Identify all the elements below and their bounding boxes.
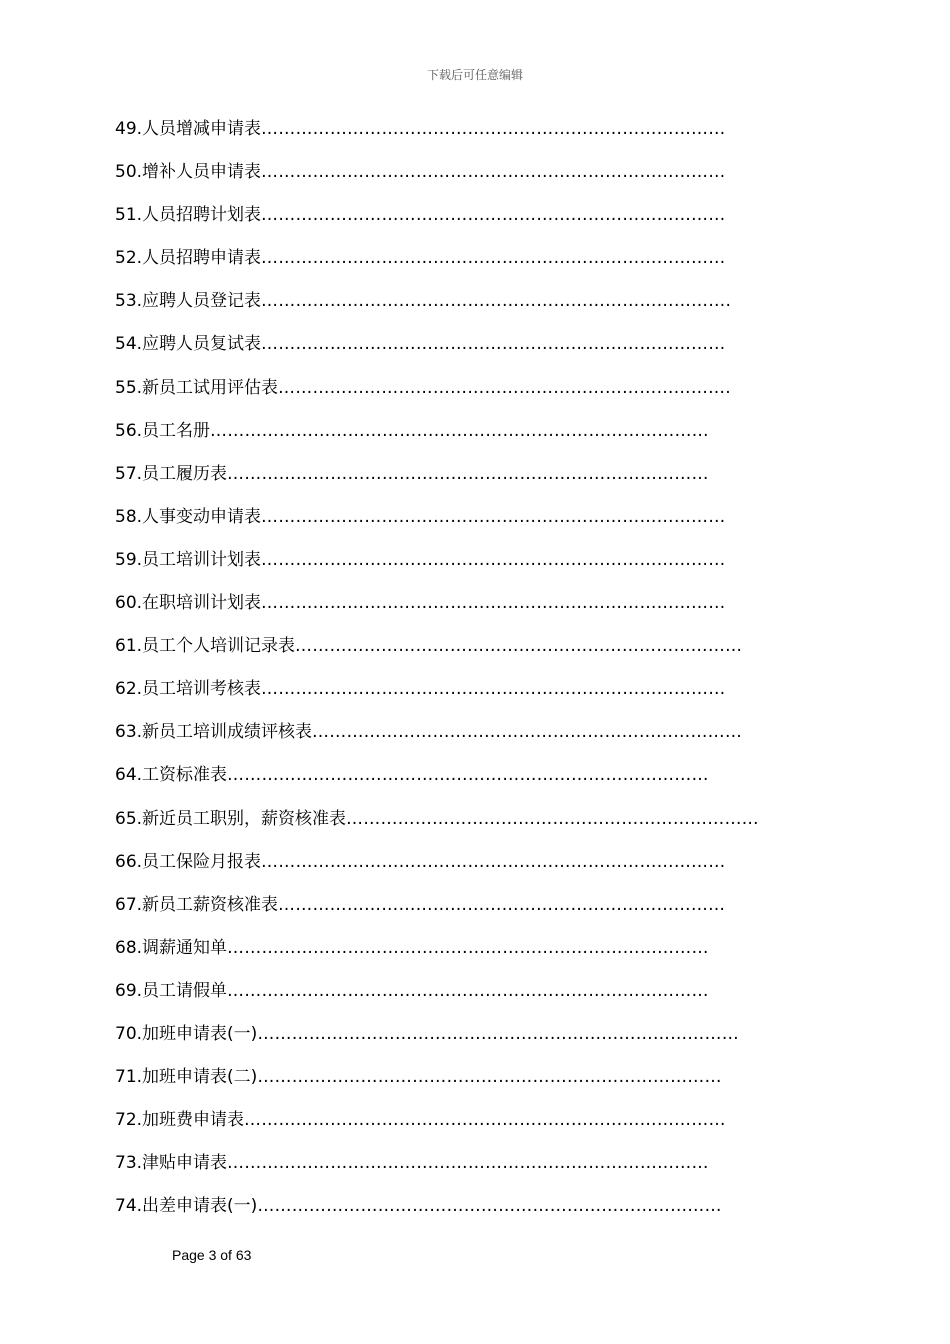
toc-entry[interactable] <box>115 1060 835 1103</box>
toc-entry-title: 57.员工履历表 <box>115 463 228 484</box>
toc-entry[interactable] <box>115 845 835 888</box>
toc-entry-title: 58.人事变动申请表 <box>115 506 262 527</box>
toc-leader-dots: ………………………………………………………………………. <box>261 291 732 312</box>
toc-entry-title: 60.在职培训计划表 <box>115 593 262 614</box>
toc-entry-title: 72.加班费申请表 <box>115 1110 245 1131</box>
toc-leader-dots: ……………………………………………………………………… <box>261 549 726 570</box>
toc-leader-dots: ……………………………………………………………………… <box>261 119 726 139</box>
toc-leader-dots: …………………………………………………………………… <box>278 894 726 915</box>
table-of-contents <box>115 112 835 1232</box>
toc-entry[interactable] <box>115 629 835 672</box>
toc-entry[interactable] <box>115 284 835 327</box>
toc-entry-title: 51.人员招聘计划表 <box>115 205 262 226</box>
toc-leader-dots: ………………………………………………………………………… <box>257 1023 739 1044</box>
toc-entry-title: 71.加班申请表(二) <box>115 1067 258 1088</box>
toc-entry-title: 67.新员工薪资核准表 <box>115 894 279 915</box>
toc-leader-dots: ……………………………………………………………………… <box>261 851 726 872</box>
toc-entry[interactable] <box>115 1103 835 1146</box>
toc-entry-title: 49.人员增减申请表 <box>115 119 262 139</box>
toc-entry-title: 74.出差申请表(一) <box>115 1196 258 1217</box>
toc-entry[interactable] <box>115 1146 835 1189</box>
toc-entry[interactable] <box>115 198 835 241</box>
toc-leader-dots: ………………………………………………………………………… <box>227 937 709 958</box>
toc-leader-dots: ……………………………………………………………………… <box>261 162 726 183</box>
toc-entry[interactable] <box>115 974 835 1017</box>
toc-leader-dots: ………………………………………………………………………… <box>244 1110 726 1131</box>
toc-entry[interactable] <box>115 672 835 715</box>
toc-entry[interactable] <box>115 327 835 370</box>
toc-entry-title: 59.员工培训计划表 <box>115 549 262 570</box>
toc-entry[interactable] <box>115 414 835 457</box>
toc-leader-dots: ……………………………………………………………………… <box>261 205 726 226</box>
toc-leader-dots: ……………………………………………………………………… <box>257 1067 722 1088</box>
toc-entry[interactable] <box>115 112 835 155</box>
toc-leader-dots: ………………………………………………………………………… <box>227 463 709 484</box>
toc-entry-title: 54.应聘人员复试表 <box>115 334 262 355</box>
toc-leader-dots: ……………………………………………………………………… <box>261 593 726 614</box>
toc-entry-title: 66.员工保险月报表 <box>115 851 262 872</box>
toc-entry-title: 62.员工培训考核表 <box>115 679 262 700</box>
toc-entry[interactable] <box>115 802 835 845</box>
toc-entry-title: 73.津贴申请表 <box>115 1153 228 1174</box>
toc-leader-dots: ……………………………………………………………………… <box>261 334 726 355</box>
toc-entry-title: 63.新员工培训成绩评核表 <box>115 722 313 743</box>
toc-entry-title: 53.应聘人员登记表 <box>115 291 262 312</box>
toc-entry-title: 65.新近员工职别，薪资核准表 <box>115 808 347 829</box>
toc-entry[interactable] <box>115 500 835 543</box>
toc-entry[interactable] <box>115 371 835 414</box>
toc-entry-title: 64.工资标准表 <box>115 765 228 786</box>
toc-leader-dots: ……………………………………………………………………… <box>261 248 726 269</box>
toc-leader-dots: ……………………………………………………………………… <box>257 1196 722 1217</box>
toc-entry[interactable] <box>115 1017 835 1060</box>
toc-entry[interactable] <box>115 241 835 284</box>
toc-leader-dots: ………………………………………………………………… <box>312 722 743 743</box>
toc-entry-title: 50.增补人员申请表 <box>115 162 262 183</box>
toc-leader-dots: ………………………………………………………………………… <box>227 1153 709 1174</box>
toc-entry-title: 68.调薪通知单 <box>115 937 228 958</box>
toc-entry[interactable] <box>115 457 835 500</box>
toc-entry[interactable] <box>115 543 835 586</box>
toc-leader-dots: ……………………………………………………………………… <box>261 506 726 527</box>
toc-entry-title: 56.员工名册 <box>115 420 211 441</box>
toc-entry-title: 69.员工请假单 <box>115 980 228 1001</box>
page-number: Page 3 of 63 <box>172 1247 252 1263</box>
toc-entry[interactable] <box>115 155 835 198</box>
toc-leader-dots: ………………………………………………………………………… <box>227 765 709 786</box>
toc-entry-title: 55.新员工试用评估表 <box>115 377 279 398</box>
toc-entry-title: 70.加班申请表(一) <box>115 1023 258 1044</box>
toc-entry[interactable] <box>115 715 835 758</box>
toc-leader-dots: ……………………………………………………………………. <box>278 377 731 398</box>
toc-leader-dots: …………………………………………………………………… <box>295 636 743 657</box>
toc-leader-dots: ………………………………………………………………………… <box>227 980 709 1001</box>
toc-leader-dots: …………………………………………………………………………… <box>210 420 709 441</box>
toc-leader-dots: ……………………………………………………………………… <box>261 679 726 700</box>
toc-entry[interactable] <box>115 758 835 801</box>
page-header: 下载后可任意编辑 <box>426 68 523 82</box>
toc-entry-title: 61.员工个人培训记录表 <box>115 636 296 657</box>
toc-entry[interactable] <box>115 931 835 974</box>
toc-entry[interactable] <box>115 1189 835 1232</box>
toc-entry[interactable] <box>115 888 835 931</box>
toc-leader-dots: ……………………………………………………………… <box>346 808 759 829</box>
toc-entry[interactable] <box>115 586 835 629</box>
toc-entry-title: 52.人员招聘申请表 <box>115 248 262 269</box>
